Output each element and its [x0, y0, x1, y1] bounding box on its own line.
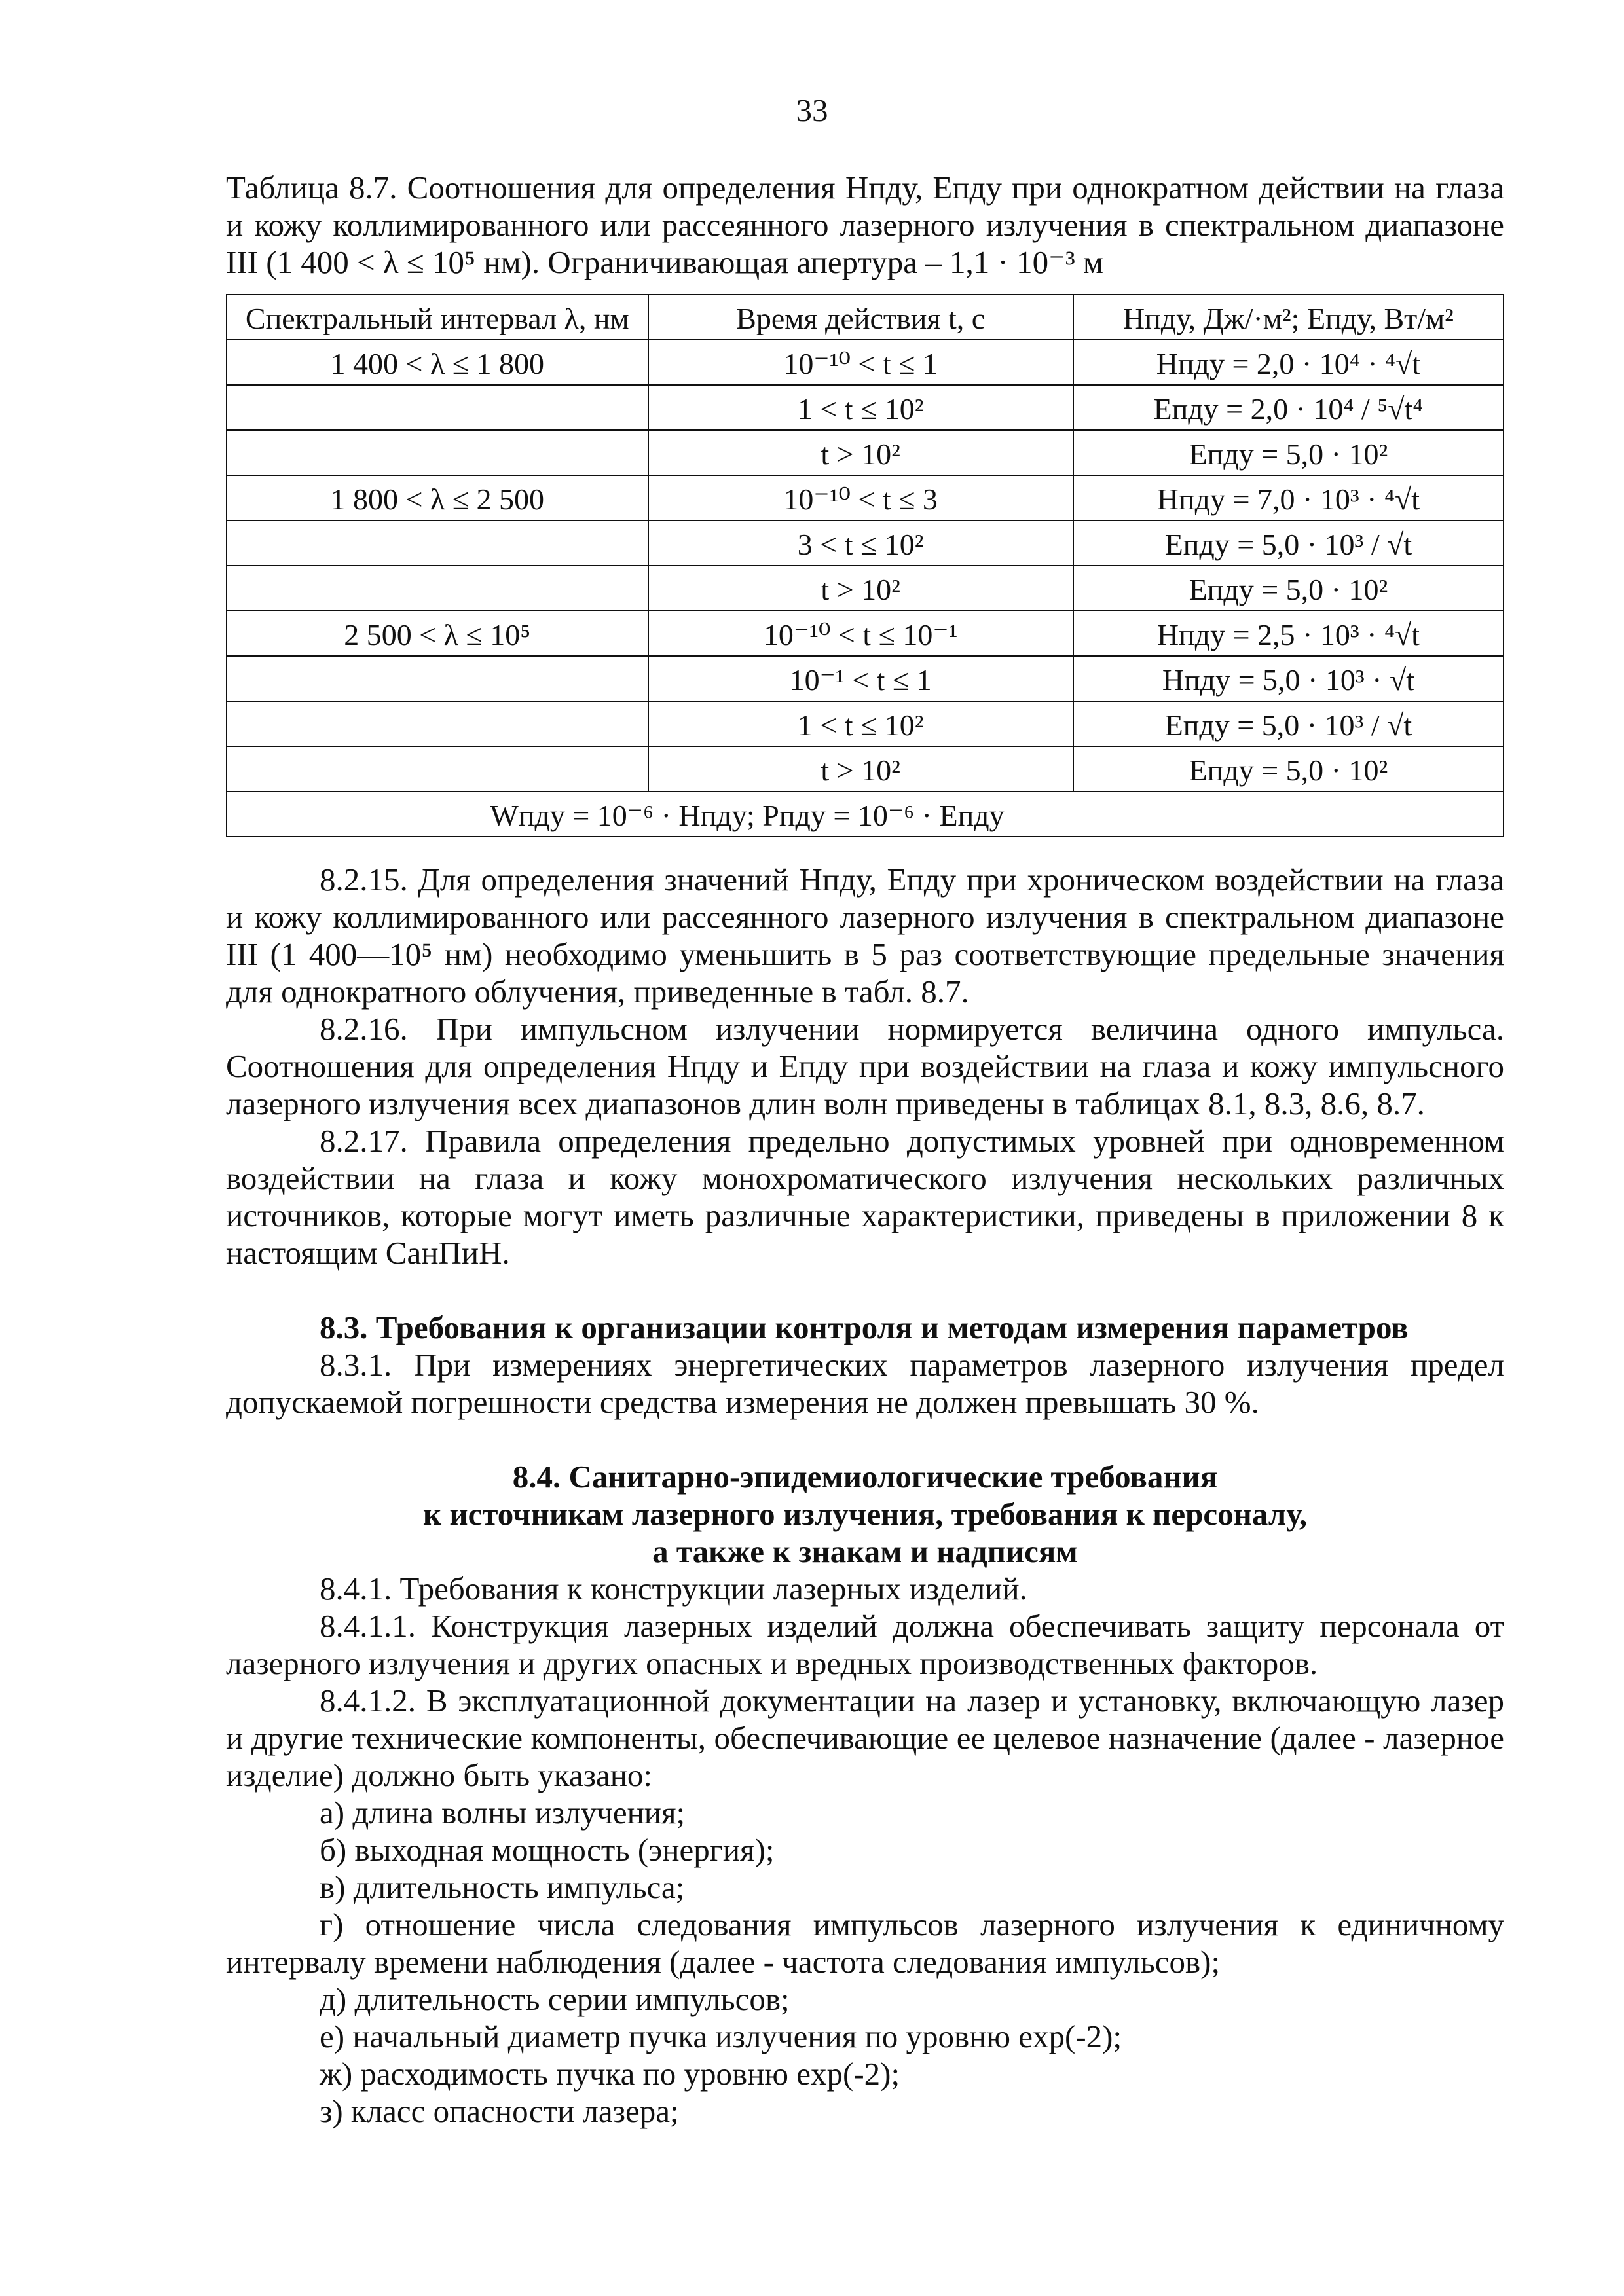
- paragraph-8-4-1: 8.4.1. Требования к конструкции лазерных изделий.: [320, 1571, 1027, 1607]
- list-item: б) выходная мощность (энергия);: [320, 1832, 775, 1868]
- list-item: е) начальный диаметр пучка излучения по уровню exp(-2);: [320, 2018, 1122, 2054]
- cell-formula: Eпду = 5,0 · 10²: [1073, 430, 1504, 475]
- cell-formula: Eпду = 2,0 · 10⁴ / ⁵√t⁴: [1073, 385, 1504, 430]
- cell-spectral-interval: [227, 656, 648, 701]
- cell-exposure-time: t > 10²: [648, 746, 1073, 792]
- cell-spectral-interval: [227, 385, 648, 430]
- table-row: [227, 746, 1504, 792]
- page-content: [226, 169, 1504, 2130]
- section-heading-8-4-line-2: к источникам лазерного излучения, требования к персоналу,: [422, 1496, 1308, 1532]
- table-footer-text: Wпду = 10⁻⁶ · Hпду; Pпду = 10⁻⁶ · Eпду: [490, 798, 1005, 832]
- header-limit-values: Hпду, Дж/·м²; Eпду, Вт/м²: [1073, 295, 1504, 340]
- section-heading-8-4-line-1: 8.4. Санитарно-эпидемиологические требования: [512, 1459, 1218, 1495]
- table-caption: Таблица 8.7. Соотношения для определения Hпду, Eпду при однократном действии на глаза и кожу коллимированного или рассеянного лазерного излучения в спектральном диапазоне III (1 400 < λ ≤ 10⁵ нм). Ограничивающая апертура – 1,1 · 10⁻³ м: [226, 170, 1504, 280]
- table-row: [227, 611, 1504, 656]
- cell-formula: Eпду = 5,0 · 10³ / √t: [1073, 520, 1504, 566]
- table-row: [227, 385, 1504, 430]
- cell-exposure-time: 10⁻¹⁰ < t ≤ 3: [648, 475, 1073, 520]
- list-item: г) отношение числа следования импульсов лазерного излучения к единичному интервалу времени наблюдения (далее - частота следования импульсов);: [226, 1906, 1504, 1980]
- cell-formula: Eпду = 5,0 · 10²: [1073, 566, 1504, 611]
- header-exposure-time: Время действия t, с: [648, 295, 1073, 340]
- cell-formula: Hпду = 2,5 · 10³ · ⁴√t: [1073, 611, 1504, 656]
- cell-exposure-time: t > 10²: [648, 566, 1073, 611]
- cell-spectral-interval: [227, 566, 648, 611]
- cell-exposure-time: 10⁻¹ < t ≤ 1: [648, 656, 1073, 701]
- table-row: [227, 656, 1504, 701]
- cell-formula: Eпду = 5,0 · 10³ / √t: [1073, 701, 1504, 746]
- header-spectral-interval: Спектральный интервал λ, нм: [227, 295, 648, 340]
- cell-spectral-interval: 2 500 < λ ≤ 10⁵: [227, 611, 648, 656]
- cell-formula: Hпду = 7,0 · 10³ · ⁴√t: [1073, 475, 1504, 520]
- paragraph-8-2-17: 8.2.17. Правила определения предельно допустимых уровней при одновременном воздействии на глаза и кожу монохроматического излучения нескольких различных источников, которые могут иметь различные характеристики, приведены в приложении 8 к настоящим СанПиН.: [226, 1123, 1504, 1271]
- page-number: 33: [796, 92, 828, 128]
- list-item: а) длина волны излучения;: [320, 1795, 686, 1831]
- cell-exposure-time: 3 < t ≤ 10²: [648, 520, 1073, 566]
- list-item: в) длительность импульса;: [320, 1869, 685, 1905]
- cell-spectral-interval: 1 400 < λ ≤ 1 800: [227, 340, 648, 385]
- table-footer-row: [227, 792, 1504, 837]
- table-row: [227, 566, 1504, 611]
- table-row: [227, 340, 1504, 385]
- cell-exposure-time: 10⁻¹⁰ < t ≤ 1: [648, 340, 1073, 385]
- paragraph-8-2-16: 8.2.16. При импульсном излучении нормируется величина одного импульса. Соотношения для определения Hпду и Eпду при воздействии на глаза и кожу импульсного лазерного излучения всех диапазонов длин волн приведены в таблицах 8.1, 8.3, 8.6, 8.7.: [226, 1011, 1504, 1121]
- section-heading-8-3: 8.3. Требования к организации контроля и методам измерения параметров: [320, 1309, 1409, 1345]
- paragraph-8-4-1-2: 8.4.1.2. В эксплуатационной документации на лазер и установку, включающую лазер и другие технические компоненты, обеспечивающие ее целевое назначение (далее - лазерное изделие) должно быть указано:: [226, 1683, 1504, 1793]
- cell-spectral-interval: [227, 701, 648, 746]
- limits-table: [226, 294, 1504, 837]
- cell-formula: Eпду = 5,0 · 10²: [1073, 746, 1504, 792]
- cell-exposure-time: t > 10²: [648, 430, 1073, 475]
- table-row: [227, 701, 1504, 746]
- list-item: ж) расходимость пучка по уровню exp(-2);: [320, 2056, 900, 2092]
- table-row: [227, 430, 1504, 475]
- list-item: д) длительность серии импульсов;: [320, 1981, 790, 2017]
- cell-spectral-interval: [227, 746, 648, 792]
- cell-spectral-interval: [227, 520, 648, 566]
- paragraph-8-2-15: 8.2.15. Для определения значений Hпду, Eпду при хроническом воздействии на глаза и кожу коллимированного или рассеянного лазерного излучения в спектральном диапазоне III (1 400—10⁵ нм) необходимо уменьшить в 5 раз соответствующие предельные значения для однократного облучения, приведенные в табл. 8.7.: [226, 862, 1504, 1010]
- section-heading-8-4-line-3: а также к знакам и надписям: [652, 1533, 1078, 1569]
- cell-exposure-time: 1 < t ≤ 10²: [648, 385, 1073, 430]
- cell-exposure-time: 1 < t ≤ 10²: [648, 701, 1073, 746]
- table-row: [227, 475, 1504, 520]
- table-row: [227, 520, 1504, 566]
- cell-formula: Hпду = 2,0 · 10⁴ · ⁴√t: [1073, 340, 1504, 385]
- cell-spectral-interval: 1 800 < λ ≤ 2 500: [227, 475, 648, 520]
- paragraph-8-3-1: 8.3.1. При измерениях энергетических параметров лазерного излучения предел допускаемой погрешности средства измерения не должен превышать 30 %.: [226, 1347, 1504, 1420]
- paragraph-8-4-1-1: 8.4.1.1. Конструкция лазерных изделий должна обеспечивать защиту персонала от лазерного излучения и других опасных и вредных производственных факторов.: [226, 1608, 1504, 1681]
- cell-exposure-time: 10⁻¹⁰ < t ≤ 10⁻¹: [648, 611, 1073, 656]
- cell-formula: Hпду = 5,0 · 10³ · √t: [1073, 656, 1504, 701]
- cell-spectral-interval: [227, 430, 648, 475]
- list-item: з) класс опасности лазера;: [320, 2093, 679, 2129]
- table-header-row: [227, 295, 1504, 340]
- table-footer: [227, 792, 1504, 837]
